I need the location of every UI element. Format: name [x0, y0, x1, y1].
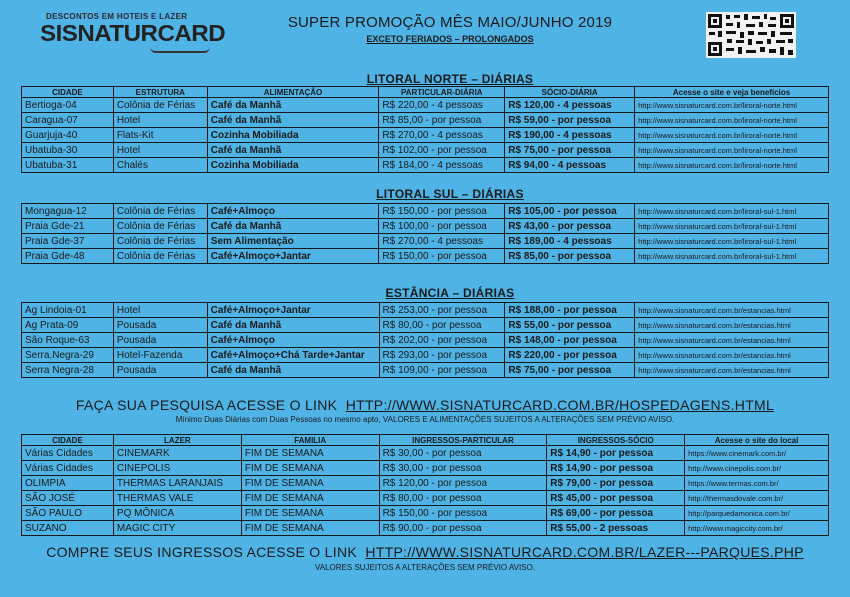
cell-cidade: Praia Gde-37 [22, 234, 114, 249]
cell-cidade: Ag Prata-09 [22, 318, 114, 333]
cell-socio: R$ 55,00 - 2 pessoas [547, 521, 685, 536]
col-particular: PARTICULAR-DIÁRIA [379, 87, 505, 98]
table-row [22, 98, 829, 113]
cell-particular: R$ 120,00 - por pessoa [379, 476, 547, 491]
cell-socio: R$ 55,00 - por pessoa [505, 318, 635, 333]
table-row [22, 143, 829, 158]
table-row [22, 521, 829, 536]
col-alimentacao: ALIMENTAÇÃO [207, 87, 379, 98]
cell-estrutura: Pousada [113, 333, 207, 348]
cell-estrutura: Hotel [113, 303, 207, 318]
cell-particular: R$ 270,00 - 4 pessoas [379, 128, 505, 143]
table-row [22, 234, 829, 249]
cell-particular: R$ 150,00 - por pessoa [379, 204, 505, 219]
cell-estrutura: Hotel-Fazenda [113, 348, 207, 363]
cell-socio: R$ 75,00 - por pessoa [505, 143, 635, 158]
cell-cidade: Ubatuba-30 [22, 143, 114, 158]
cell-cidade: Várias Cidades [22, 461, 114, 476]
logo-swoosh [150, 47, 210, 53]
cell-alimentacao: Cozinha Mobiliada [207, 158, 379, 173]
cell-socio: R$ 14,90 - por pessoa [547, 461, 685, 476]
table-row [22, 333, 829, 348]
cell-estrutura: Pousada [113, 363, 207, 378]
cell-alimentacao: Café da Manhã [207, 219, 379, 234]
col-estrutura: ESTRUTURA [113, 87, 207, 98]
cell-cidade: Ag Lindoia-01 [22, 303, 114, 318]
table-header-row [22, 435, 829, 446]
cell-cidade: SÃO PAULO [22, 506, 114, 521]
logo-tagline: DESCONTOS EM HOTEIS E LAZER [46, 12, 188, 21]
cell-link[interactable]: https://www.cinemark.com.br/ [685, 446, 829, 461]
table-header-row [22, 87, 829, 98]
cell-cidade: SUZANO [22, 521, 114, 536]
col-ingressos-particular: INGRESSOS-PARTICULAR [379, 435, 547, 446]
tickets-note: VALORES SUJEITOS A ALTERAÇÕES SEM PRÉVIO AVISO. [315, 563, 535, 572]
hospedagens-link[interactable]: HTTP://WWW.SISNATURCARD.COM.BR/HOSPEDAGENS.HTML [345, 397, 775, 413]
cell-particular: R$ 184,00 - 4 pessoas [379, 158, 505, 173]
cell-link[interactable]: http://www.sisnaturcard.com.br/liroral-norte.html [635, 98, 829, 113]
lazer-parques-link[interactable]: HTTP://WWW.SISNATURCARD.COM.BR/LAZER---PARQUES.PHP [365, 544, 804, 560]
col-socio: SÓCIO-DIÁRIA [505, 87, 635, 98]
cell-lazer: PQ MÔNICA [113, 506, 241, 521]
cell-link[interactable]: http://www.sisnaturcard.com.br/estancias.html [635, 363, 829, 378]
col-site-local: Acesse o site do local [685, 435, 829, 446]
table-row [22, 506, 829, 521]
cell-cidade: OLIMPIA [22, 476, 114, 491]
cell-cidade: Serra Negra-28 [22, 363, 114, 378]
cell-socio: R$ 85,00 - por pessoa [505, 249, 635, 264]
cell-link[interactable]: http://www.sisnaturcard.com.br/liroral-norte.html [635, 113, 829, 128]
cell-estrutura: Chalés [113, 158, 207, 173]
cell-particular: R$ 270,00 - 4 pessoas [379, 234, 505, 249]
table-row [22, 491, 829, 506]
cell-cidade: SÃO JOSÉ [22, 491, 114, 506]
cell-estrutura: Pousada [113, 318, 207, 333]
cell-socio: R$ 188,00 - por pessoa [505, 303, 635, 318]
cell-lazer: CINEMARK [113, 446, 241, 461]
tickets-text: COMPRE SEUS INGRESSOS ACESSE O LINK [46, 544, 358, 560]
cell-cidade: Bertioga-04 [22, 98, 114, 113]
cell-socio: R$ 105,00 - por pessoa [505, 204, 635, 219]
cell-link[interactable]: http://www.sisnaturcard.com.br/liroral-norte.html [635, 158, 829, 173]
litoral-sul-table [21, 203, 829, 264]
cell-link[interactable]: http://www.magiccity.com.br/ [685, 521, 829, 536]
cell-familia: FIM DE SEMANA [241, 491, 379, 506]
cell-lazer: THERMAS LARANJAIS [113, 476, 241, 491]
cell-link[interactable]: https://www.termas.com.br/ [685, 476, 829, 491]
table-row [22, 476, 829, 491]
cell-socio: R$ 79,00 - por pessoa [547, 476, 685, 491]
page-subtitle: EXCETO FERIADOS – PROLONGADOS [366, 34, 534, 44]
cell-familia: FIM DE SEMANA [241, 446, 379, 461]
cell-cidade: Caragua-07 [22, 113, 114, 128]
table-row [22, 348, 829, 363]
qr-code-icon [706, 12, 796, 58]
cell-alimentacao: Café+Almoço [207, 204, 379, 219]
cell-socio: R$ 220,00 - por pessoa [505, 348, 635, 363]
cell-lazer: CINEPOLIS [113, 461, 241, 476]
cell-socio: R$ 189,00 - 4 pessoas [505, 234, 635, 249]
cell-socio: R$ 148,00 - por pessoa [505, 333, 635, 348]
cell-estrutura: Hotel [113, 113, 207, 128]
table-row [22, 158, 829, 173]
cell-alimentacao: Sem Alimentação [207, 234, 379, 249]
cell-link[interactable]: http://thermasdovale.com.br/ [685, 491, 829, 506]
col-site: Acesse o site e veja benefícios [635, 87, 829, 98]
cell-alimentacao: Café+Almoço+Chá Tarde+Jantar [207, 348, 379, 363]
table-row [22, 113, 829, 128]
sisnaturcard-logo [40, 12, 226, 52]
cell-link[interactable]: http://www.sisnaturcard.com.br/liroral-norte.html [635, 143, 829, 158]
cell-estrutura: Flats-Kit [113, 128, 207, 143]
cell-cidade: Serra.Negra-29 [22, 348, 114, 363]
cell-link[interactable]: http://parquedamonica.com.br/ [685, 506, 829, 521]
cell-familia: FIM DE SEMANA [241, 461, 379, 476]
col-familia: FAMILIA [241, 435, 379, 446]
table-row [22, 303, 829, 318]
section-title-litoral-sul: LITORAL SUL – DIÁRIAS [376, 187, 524, 201]
logo-brand: SISNATURCARD [40, 20, 226, 46]
cell-link[interactable]: http://www.sisnaturcard.com.br/liroral-norte.html [635, 128, 829, 143]
cell-particular: R$ 220,00 - 4 pessoas [379, 98, 505, 113]
cell-lazer: THERMAS VALE [113, 491, 241, 506]
page-title: SUPER PROMOÇÃO MÊS MAIO/JUNHO 2019 [287, 14, 613, 31]
cell-particular: R$ 253,00 - por pessoa [379, 303, 505, 318]
cell-cidade: Várias Cidades [22, 446, 114, 461]
cell-cidade: São Roque-63 [22, 333, 114, 348]
cell-link[interactable]: http://www.sisnaturcard.com.br/estancias.html [635, 333, 829, 348]
cell-socio: R$ 59,00 - por pessoa [505, 113, 635, 128]
table-row [22, 461, 829, 476]
cell-particular: R$ 150,00 - por pessoa [379, 249, 505, 264]
cell-particular: R$ 102,00 - por pessoa [379, 143, 505, 158]
tickets-link-line [0, 544, 850, 560]
cell-socio: R$ 120,00 - 4 pessoas [505, 98, 635, 113]
cell-estrutura: Colônia de Férias [113, 98, 207, 113]
cell-estrutura: Colônia de Férias [113, 234, 207, 249]
cell-particular: R$ 30,00 - por pessoa [379, 446, 547, 461]
search-text: FAÇA SUA PESQUISA ACESSE O LINK [75, 397, 338, 413]
table-row [22, 363, 829, 378]
cell-particular: R$ 90,00 - por pessoa [379, 521, 547, 536]
cell-familia: FIM DE SEMANA [241, 476, 379, 491]
cell-alimentacao: Café+Almoço+Jantar [207, 303, 379, 318]
cell-cidade: Praia Gde-48 [22, 249, 114, 264]
cell-socio: R$ 45,00 - por pessoa [547, 491, 685, 506]
cell-cidade: Praia Gde-21 [22, 219, 114, 234]
cell-particular: R$ 293,00 - por pessoa [379, 348, 505, 363]
lazer-table [21, 434, 829, 536]
cell-particular: R$ 85,00 - por pessoa [379, 113, 505, 128]
col-lazer: LAZER [113, 435, 241, 446]
cell-link[interactable]: http://www.sisnaturcard.com.br/liroral-sul-1.html [635, 219, 829, 234]
col-cidade: CIDADE [22, 87, 114, 98]
cell-link[interactable]: http://www.sisnaturcard.com.br/estancias.html [635, 318, 829, 333]
cell-alimentacao: Café+Almoço+Jantar [207, 249, 379, 264]
estancia-table [21, 302, 829, 378]
cell-familia: FIM DE SEMANA [241, 506, 379, 521]
cell-estrutura: Hotel [113, 143, 207, 158]
table-row [22, 446, 829, 461]
col-cidade: CIDADE [22, 435, 114, 446]
cell-link[interactable]: http://www.sisnaturcard.com.br/liroral-sul-1.html [635, 249, 829, 264]
cell-particular: R$ 100,00 - por pessoa [379, 219, 505, 234]
cell-alimentacao: Café+Almoço [207, 333, 379, 348]
cell-link[interactable]: http://www.cinepolis.com.br/ [685, 461, 829, 476]
cell-socio: R$ 14,90 - por pessoa [547, 446, 685, 461]
cell-link[interactable]: http://www.sisnaturcard.com.br/liroral-sul-1.html [635, 234, 829, 249]
section-title-litoral-norte: LITORAL NORTE – DIÁRIAS [366, 72, 534, 86]
cell-estrutura: Colônia de Férias [113, 219, 207, 234]
col-ingressos-socio: INGRESSOS-SÓCIO [547, 435, 685, 446]
table-row [22, 204, 829, 219]
table-row [22, 249, 829, 264]
litoral-norte-table [21, 86, 829, 173]
cell-particular: R$ 109,00 - por pessoa [379, 363, 505, 378]
cell-familia: FIM DE SEMANA [241, 521, 379, 536]
search-link-line [0, 397, 850, 413]
cell-alimentacao: Café da Manhã [207, 113, 379, 128]
cell-estrutura: Colônia de Férias [113, 204, 207, 219]
cell-socio: R$ 43,00 - por pessoa [505, 219, 635, 234]
table-row [22, 128, 829, 143]
section-title-estancia: ESTÂNCIA – DIÁRIAS [385, 286, 515, 300]
cell-alimentacao: Café da Manhã [207, 98, 379, 113]
cell-particular: R$ 150,00 - por pessoa [379, 506, 547, 521]
table-row [22, 318, 829, 333]
cell-socio: R$ 190,00 - 4 pessoas [505, 128, 635, 143]
cell-socio: R$ 75,00 - por pessoa [505, 363, 635, 378]
cell-socio: R$ 94,00 - 4 pessoas [505, 158, 635, 173]
table-row [22, 219, 829, 234]
cell-lazer: MAGIC CITY [113, 521, 241, 536]
cell-particular: R$ 80,00 - por pessoa [379, 491, 547, 506]
cell-cidade: Guarjuja-40 [22, 128, 114, 143]
search-note: Mínimo Duas Diárias com Duas Pessoas no mesmo apto, VALORES E ALIMENTAÇÕES SUJEITOS A ALTERAÇÕES SEM PRÉVIO AVISO. [175, 415, 675, 424]
cell-particular: R$ 30,00 - por pessoa [379, 461, 547, 476]
cell-socio: R$ 69,00 - por pessoa [547, 506, 685, 521]
cell-link[interactable]: http://www.sisnaturcard.com.br/estancias.html [635, 348, 829, 363]
cell-alimentacao: Café da Manhã [207, 143, 379, 158]
cell-cidade: Mongagua-12 [22, 204, 114, 219]
cell-link[interactable]: http://www.sisnaturcard.com.br/liroral-sul-1.html [635, 204, 829, 219]
cell-alimentacao: Café da Manhã [207, 318, 379, 333]
cell-alimentacao: Cozinha Mobiliada [207, 128, 379, 143]
cell-cidade: Ubatuba-31 [22, 158, 114, 173]
cell-particular: R$ 80,00 - por pessoa [379, 318, 505, 333]
cell-particular: R$ 202,00 - por pessoa [379, 333, 505, 348]
cell-alimentacao: Café da Manhã [207, 363, 379, 378]
cell-estrutura: Colônia de Férias [113, 249, 207, 264]
cell-link[interactable]: http://www.sisnaturcard.com.br/estancias.html [635, 303, 829, 318]
